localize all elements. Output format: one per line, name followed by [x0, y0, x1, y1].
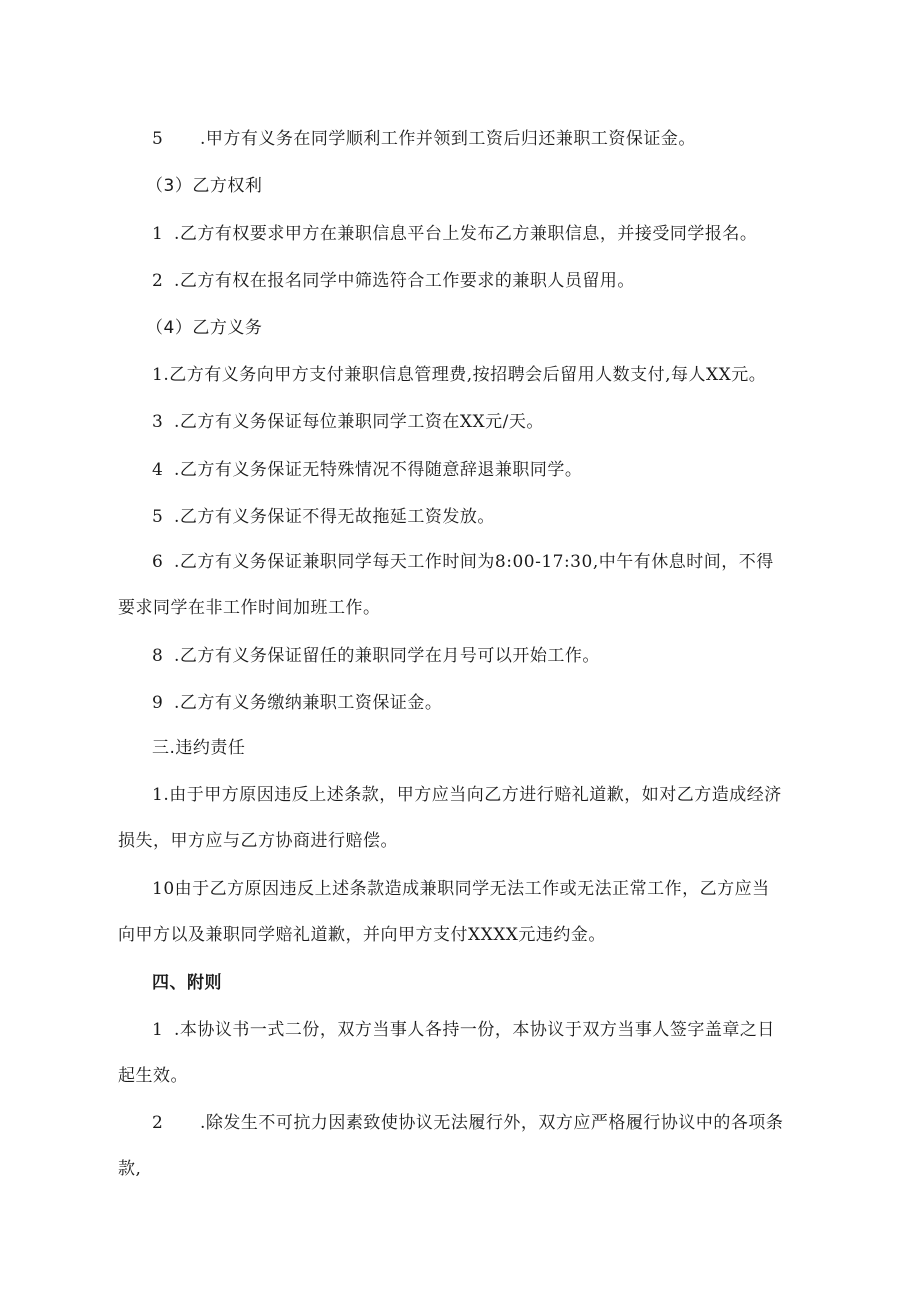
- item-number: 8: [152, 646, 164, 666]
- line-text: .乙方有义务保证无特殊情况不得随意辞退兼职同学。: [174, 460, 583, 480]
- paragraph-line: [152, 270, 635, 292]
- item-number: 3: [152, 412, 164, 432]
- line-text: 损失，甲方应与乙方协商进行赔偿。: [118, 831, 398, 851]
- line-text: .乙方有权在报名同学中筛选符合工作要求的兼职人员留用。: [174, 271, 635, 291]
- paragraph-line: [152, 411, 544, 433]
- line-text: 要求同学在非工作时间加班工作。: [118, 598, 381, 618]
- line-text: 起生效。: [118, 1066, 188, 1086]
- line-text: 10由于乙方原因违反上述条款造成兼职同学无法工作或无法正常工作，乙方应当: [152, 879, 770, 899]
- paragraph-line: [118, 924, 606, 946]
- item-number: 2: [152, 1113, 164, 1133]
- paragraph-line: [152, 692, 442, 714]
- line-text: （4）乙方义务: [146, 318, 263, 338]
- paragraph-line: [152, 551, 774, 573]
- paragraph-line: [152, 645, 600, 667]
- item-number: 9: [152, 693, 164, 713]
- paragraph-line: [152, 128, 696, 150]
- paragraph-line: [118, 830, 398, 852]
- paragraph-line: [152, 784, 782, 806]
- line-text: 1.由于甲方原因违反上述条款，甲方应当向乙方进行赔礼道歉，如对乙方造成经济: [152, 785, 782, 805]
- section-heading: [146, 175, 262, 197]
- item-number: 1: [152, 224, 164, 244]
- line-text: .本协议书一式二份，双方当事人各持一份，本协议于双方当事人签字盖章之日: [174, 1020, 775, 1040]
- item-number: 5: [152, 507, 164, 527]
- line-text: .乙方有义务保证不得无故拖延工资发放。: [174, 507, 495, 527]
- paragraph-line: [118, 1065, 188, 1087]
- line-text: .乙方有权要求甲方在兼职信息平台上发布乙方兼职信息，并接受同学报名。: [174, 224, 758, 244]
- paragraph-line: [152, 506, 495, 528]
- item-number: 4: [152, 460, 164, 480]
- line-text: 款,: [118, 1159, 142, 1179]
- line-text: .乙方有义务保证每位兼职同学工资在XX元/天。: [174, 412, 544, 432]
- item-number: 2: [152, 271, 164, 291]
- section-heading: [152, 737, 245, 759]
- item-number: 6: [152, 552, 164, 572]
- line-text: .甲方有义务在同学顺利工作并领到工资后归还兼职工资保证金。: [200, 129, 696, 149]
- line-text: .乙方有义务保证兼职同学每天工作时间为8:00-17:30,中午有休息时间，不得: [174, 552, 774, 572]
- line-text: .乙方有义务保证留任的兼职同学在月号可以开始工作。: [174, 646, 600, 666]
- item-number: 5: [152, 129, 164, 149]
- line-text: （3）乙方权利: [146, 176, 263, 196]
- line-text: 四、附则: [152, 973, 222, 993]
- paragraph-line: [152, 1112, 783, 1134]
- paragraph-line: [152, 878, 770, 900]
- paragraph-line: [152, 1019, 775, 1041]
- line-text: 三.违约责任: [152, 738, 246, 758]
- paragraph-line: [152, 459, 582, 481]
- item-number: 1: [152, 1020, 164, 1040]
- paragraph-line: [152, 364, 766, 386]
- paragraph-line: [118, 1158, 141, 1180]
- paragraph-line: [152, 223, 757, 245]
- section-heading: [152, 972, 222, 994]
- line-text: .除发生不可抗力因素致使协议无法履行外，双方应严格履行协议中的各项条: [200, 1113, 784, 1133]
- line-text: .乙方有义务缴纳兼职工资保证金。: [174, 693, 443, 713]
- line-text: 1.乙方有义务向甲方支付兼职信息管理费,按招聘会后留用人数支付,每人XX元。: [152, 365, 767, 385]
- section-heading: [146, 317, 262, 339]
- line-text: 向甲方以及兼职同学赔礼道歉，并向甲方支付XXXX元违约金。: [118, 925, 606, 945]
- paragraph-line: [118, 597, 381, 619]
